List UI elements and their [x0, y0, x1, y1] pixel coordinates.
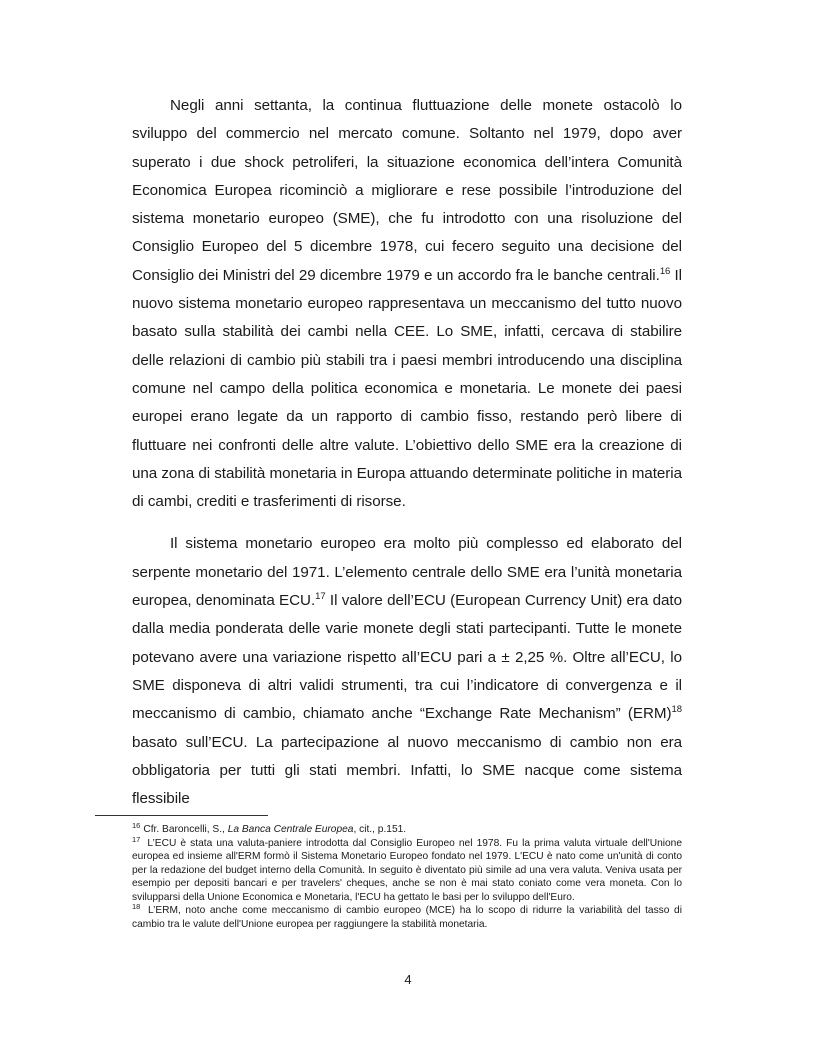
paragraph-1: [132, 92, 682, 516]
document-body: [132, 92, 682, 813]
paragraph-1-text-b: Il nuovo sistema monetario europeo rappresentava un meccanismo del tutto nuovo basato sulla stabilità dei cambi nella CEE. Lo SME, infatti, cercava di stabilire delle relazioni di cambio più stabili tra i paesi membri introducendo una disciplina comune nel campo della politica economica e monetaria. Le monete dei paesi europei erano legate da un rapporto di cambio fisso, restando però libere di fluttuare nei confronti delle altre valute. L’obiettivo dello SME era la creazione di una zona di stabilità monetaria in Europa attuando determinate politiche in materia di cambi, crediti e trasferimenti di risorse.: [132, 266, 683, 511]
paragraph-2: [132, 530, 682, 813]
paragraph-2-text-a: Il sistema monetario europeo era molto più complesso ed elaborato del serpente monetario del 1971. L’elemento centrale dello SME era l’unità monetaria europea, denominata ECU.: [132, 535, 682, 610]
footnote-16-text-a: Cfr. Baroncelli, S.,: [143, 824, 228, 835]
footnote-18: [132, 904, 682, 931]
footnote-ref-16[interactable]: 16: [659, 265, 671, 277]
paragraph-2-text-b: Il valore dell’ECU (European Currency Unit) era dato dalla media ponderata delle varie monete degli stati partecipanti. Tutte le monete potevano avere una variazione rispetto all’ECU pari a ± 2,25 %. Oltre all’ECU, lo SME disponeva di altri validi strumenti, tra cui l’indicatore di convergenza e il meccanismo di cambio, chiamato anche “Exchange Rate Mechanism” (ERM): [132, 592, 682, 723]
footnote-number-16: 16: [132, 821, 141, 830]
footnotes: [132, 823, 682, 931]
footnote-separator: [95, 815, 268, 816]
footnote-18-text: L’ERM, noto anche come meccanismo di cambio europeo (MCE) ha lo scopo di ridurre la variabilità del tasso di cambio tra le valute dell'Unione europea per raggiungere la stabilità monetaria.: [132, 905, 682, 930]
footnote-16-text-b: , cit., p.151.: [353, 824, 407, 835]
footnote-ref-18[interactable]: 18: [671, 704, 682, 716]
footnote-ref-17[interactable]: 17: [315, 591, 326, 603]
paragraph-1-text-a: Negli anni settanta, la continua fluttuazione delle monete ostacolò lo sviluppo del commercio nel mercato comune. Soltanto nel 1979, dopo aver superato i due shock petroliferi, la situazione economica dell’intera Comunità Economica Europea ricominciò a migliorare e rese possibile l’introduzione del sistema monetario europeo (SME), che fu introdotto con una risoluzione del Consiglio Europeo del 5 dicembre 1978, cui fecero seguito una decisione del Consiglio dei Ministri del 29 dicembre 1979 e un accordo fra le banche centrali.: [132, 97, 682, 284]
page-number: 4: [404, 972, 412, 987]
footnote-16-title: La Banca Centrale Europea: [227, 824, 354, 835]
paragraph-2-text-c: basato sull’ECU. La partecipazione al nuovo meccanismo di cambio non era obbligatoria per tutti gli stati membri. Infatti, lo SME nacque come sistema flessibile: [132, 733, 682, 808]
footnote-16: [132, 823, 682, 837]
footnote-number-18: 18: [132, 902, 141, 911]
footnote-17-text: L’ECU è stata una valuta-paniere introdotta dal Consiglio Europeo nel 1978. Fu la prima valuta virtuale dell'Unione europea ed insieme all'ERM formò il Sistema Monetario Europeo fondato nel 1979. L'ECU è nato come un'unità di conto per la redazione del budget interno della Comunità. In seguito è diventato più simile ad una vera valuta. Veniva usata per esempio per depositi bancari e per travelers' cheques, anche se non è mai stato coniato come vera moneta. Con lo svilupparsi della Unione Economica e Monetaria, l'ECU ha gettato le basi per lo sviluppo dell'Euro.: [132, 837, 682, 903]
footnote-17: [132, 834, 682, 905]
footnote-number-17: 17: [132, 834, 141, 844]
